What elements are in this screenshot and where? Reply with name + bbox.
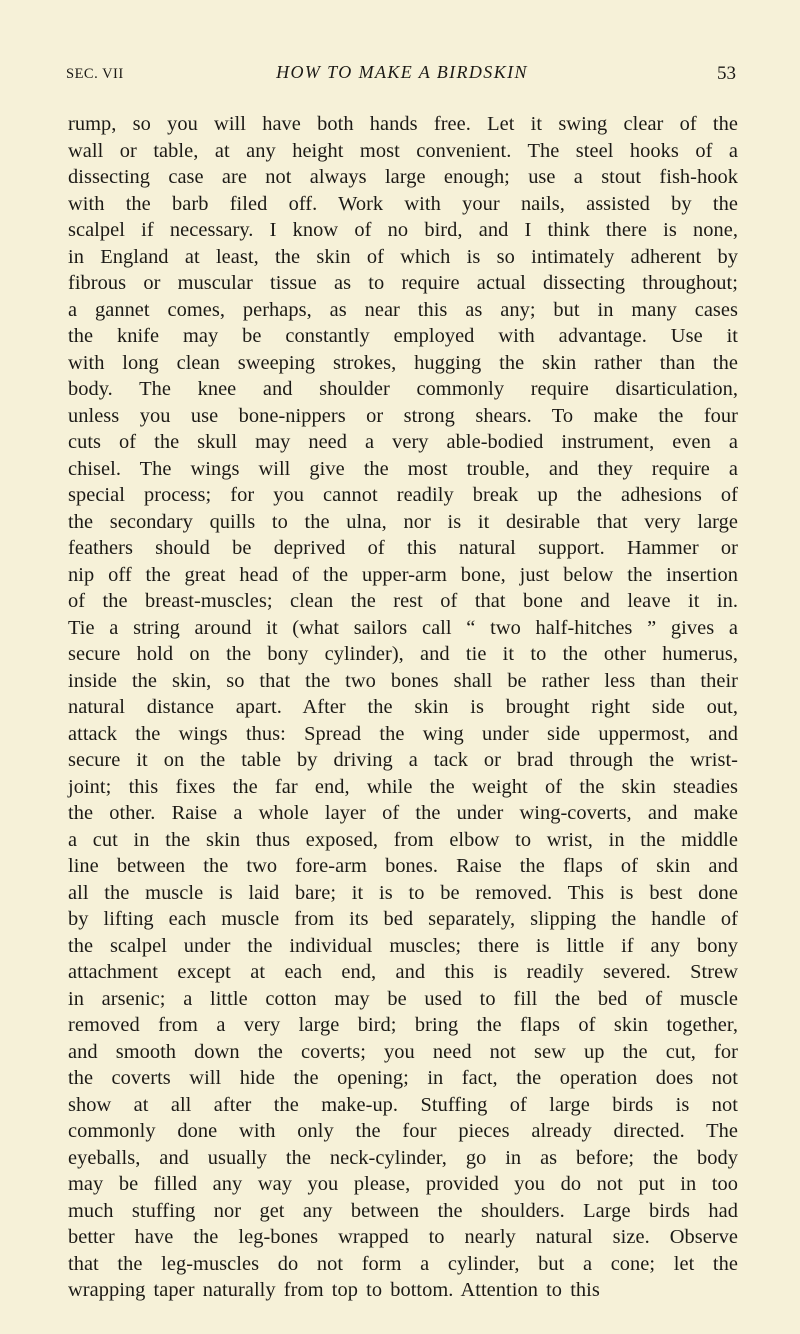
text-line: that the leg-muscles do not form a cylinder, but a cone; let the [68,1252,738,1275]
text-line: joint; this fixes the far end, while the weight of the skin steadies [68,775,738,798]
text-line: much stuffing nor get any between the shoulders. Large birds had [68,1199,738,1222]
text-line: nip off the great head of the upper-arm bone, just below the insertion [68,563,738,586]
text-line: removed from a very large bird; bring the flaps of skin together, [68,1014,738,1036]
text-line: eyeballs, and usually the neck-cylinder, go in as before; the body [68,1146,738,1169]
page-number: 53 [717,63,736,84]
text-line: show at all after the make-up. Stuffing of large birds is not [68,1093,738,1116]
text-line: Tie a string around it (what sailors call “ two half-hitches ” gives a [68,616,738,639]
text-line: the other. Raise a whole layer of the under wing-coverts, and make [68,802,738,824]
text-line: scalpel if necessary. I know of no bird, and I think there is none, [68,219,738,241]
text-line: attachment except at each end, and this is readily severed. Strew [68,961,738,983]
section-label: SEC. VII [66,66,124,82]
text-line: chisel. The wings will give the most trouble, and they require a [68,457,738,480]
text-line: secure hold on the bony cylinder), and tie it to the other humerus, [68,643,738,665]
running-head [66,62,738,92]
text-line: a cut in the skin thus exposed, from elbow to wrist, in the middle [68,828,738,851]
text-line: feathers should be deprived of this natural support. Hammer or [68,537,738,559]
text-line: the knife may be constantly employed with advantage. Use it [68,325,738,347]
text-line: in arsenic; a little cotton may be used to fill the bed of muscle [68,987,738,1010]
text-line: the secondary quills to the ulna, nor is it desirable that very large [68,510,738,533]
text-line: in England at least, the skin of which is so intimately adherent by [68,245,738,268]
text-line: natural distance apart. After the skin is brought right side out, [68,696,738,718]
text-line: a gannet comes, perhaps, as near this as any; but in many cases [68,298,738,321]
text-line: and smooth down the coverts; you need not sew up the cut, for [68,1040,738,1063]
text-line: rump, so you will have both hands free. Let it swing clear of the [68,113,738,135]
text-line: with the barb filed off. Work with your nails, assisted by the [68,192,738,215]
body-text [68,111,738,1304]
text-line: with long clean sweeping strokes, hugging the skin rather than the [68,351,738,374]
text-line: wall or table, at any height most convenient. The steel hooks of a [68,139,738,162]
text-line: body. The knee and shoulder commonly require disarticulation, [68,378,738,400]
text-line: special process; for you cannot readily break up the adhesions of [68,484,738,506]
text-line: better have the leg-bones wrapped to nearly natural size. Observe [68,1226,738,1248]
text-line: the coverts will hide the opening; in fact, the operation does not [68,1067,738,1089]
text-line: cuts of the skull may need a very able-bodied instrument, even a [68,431,738,453]
text-line: inside the skin, so that the two bones shall be rather less than their [68,669,738,692]
text-line: fibrous or muscular tissue as to require actual dissecting throughout; [68,272,738,294]
text-line: secure it on the table by driving a tack or brad through the wrist- [68,749,738,771]
text-line: of the breast-muscles; clean the rest of that bone and leave it in. [68,590,738,612]
text-line: unless you use bone-nippers or strong shears. To make the four [68,404,738,427]
text-line: commonly done with only the four pieces already directed. The [68,1120,738,1142]
text-line: may be filled any way you please, provided you do not put in too [68,1173,738,1195]
text-line: the scalpel under the individual muscles; there is little if any bony [68,934,738,957]
text-line: wrapping taper naturally from top to bottom. Attention to this [68,1279,600,1301]
text-line: all the muscle is laid bare; it is to be removed. This is best done [68,881,738,904]
text-line: attack the wings thus: Spread the wing under side uppermost, and [68,722,738,745]
running-title: HOW TO MAKE A BIRDSKIN [276,62,528,82]
text-line: by lifting each muscle from its bed separately, slipping the handle of [68,908,738,930]
text-line: dissecting case are not always large enough; use a stout fish-hook [68,166,738,188]
text-line: line between the two fore-arm bones. Raise the flaps of skin and [68,855,738,877]
